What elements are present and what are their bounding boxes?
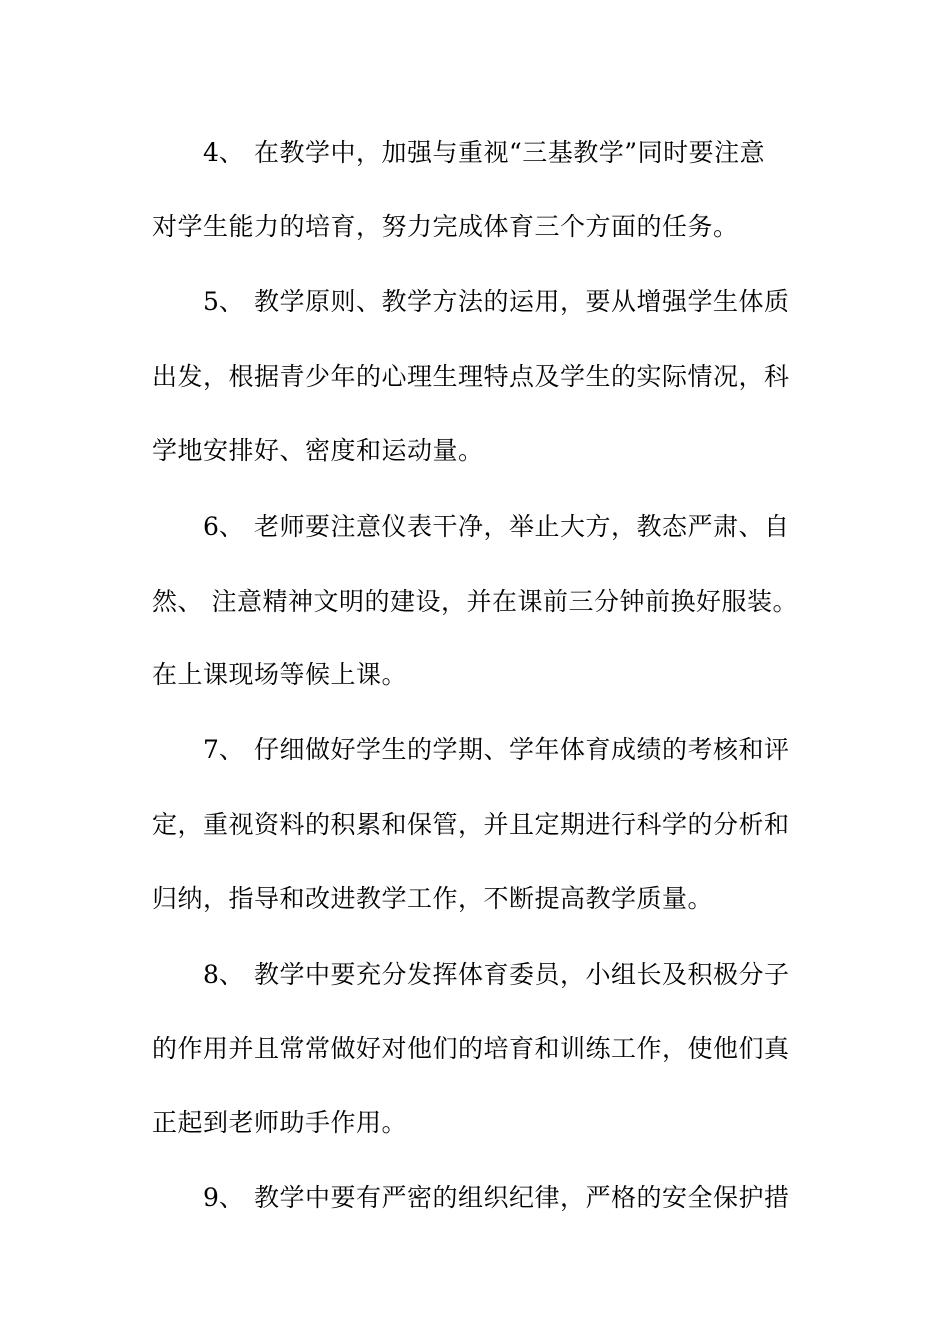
item-6-line-3: 在上课现场等候上课。 — [152, 660, 408, 689]
item-8-line-1: 教学中要充分发挥体育委员，小组长及积极分子 — [254, 960, 790, 989]
item-5-line-2: 出发，根据青少年的心理生理特点及学生的实际情况，科 — [152, 362, 790, 391]
item-6-line-1: 老师要注意仪表干净，举止大方，教态严肃、自 — [254, 512, 790, 541]
item-5-line-1: 教学原则、教学方法的运用，要从增强学生体质 — [254, 287, 790, 316]
item-8-line-2: 的作用并且常常做好对他们的培育和训练工作，使他们真 — [152, 1034, 790, 1063]
item-9-line-1: 教学中要有严密的组织纪律，严格的安全保护措 — [254, 1183, 790, 1212]
item-5-line-3: 学地安排好、密度和运动量。 — [152, 436, 484, 465]
item-7-number: 7、 — [203, 735, 244, 764]
item-9-number: 9、 — [203, 1183, 244, 1212]
item-5-number: 5、 — [203, 287, 244, 316]
item-4-line-2: 对学生能力的培育，努力完成体育三个方面的任务。 — [152, 212, 739, 241]
item-8-line-3: 正起到老师助手作用。 — [152, 1108, 408, 1137]
item-8-number: 8、 — [203, 960, 244, 989]
item-7-line-3: 归纳，指导和改进教学工作，不断提高教学质量。 — [152, 884, 714, 913]
item-7-line-2: 定，重视资料的积累和保管，并且定期进行科学的分析和 — [152, 810, 790, 839]
item-6-number: 6、 — [203, 512, 244, 541]
item-4-line-1: 在教学中，加强与重视“三基教学”同时要注意 — [254, 138, 766, 167]
item-6-line-2: 然、 注意精神文明的建设，并在课前三分钟前换好服装。 — [152, 587, 798, 616]
item-4-number: 4、 — [203, 138, 244, 167]
item-7-line-1: 仔细做好学生的学期、学年体育成绩的考核和评 — [254, 735, 790, 764]
